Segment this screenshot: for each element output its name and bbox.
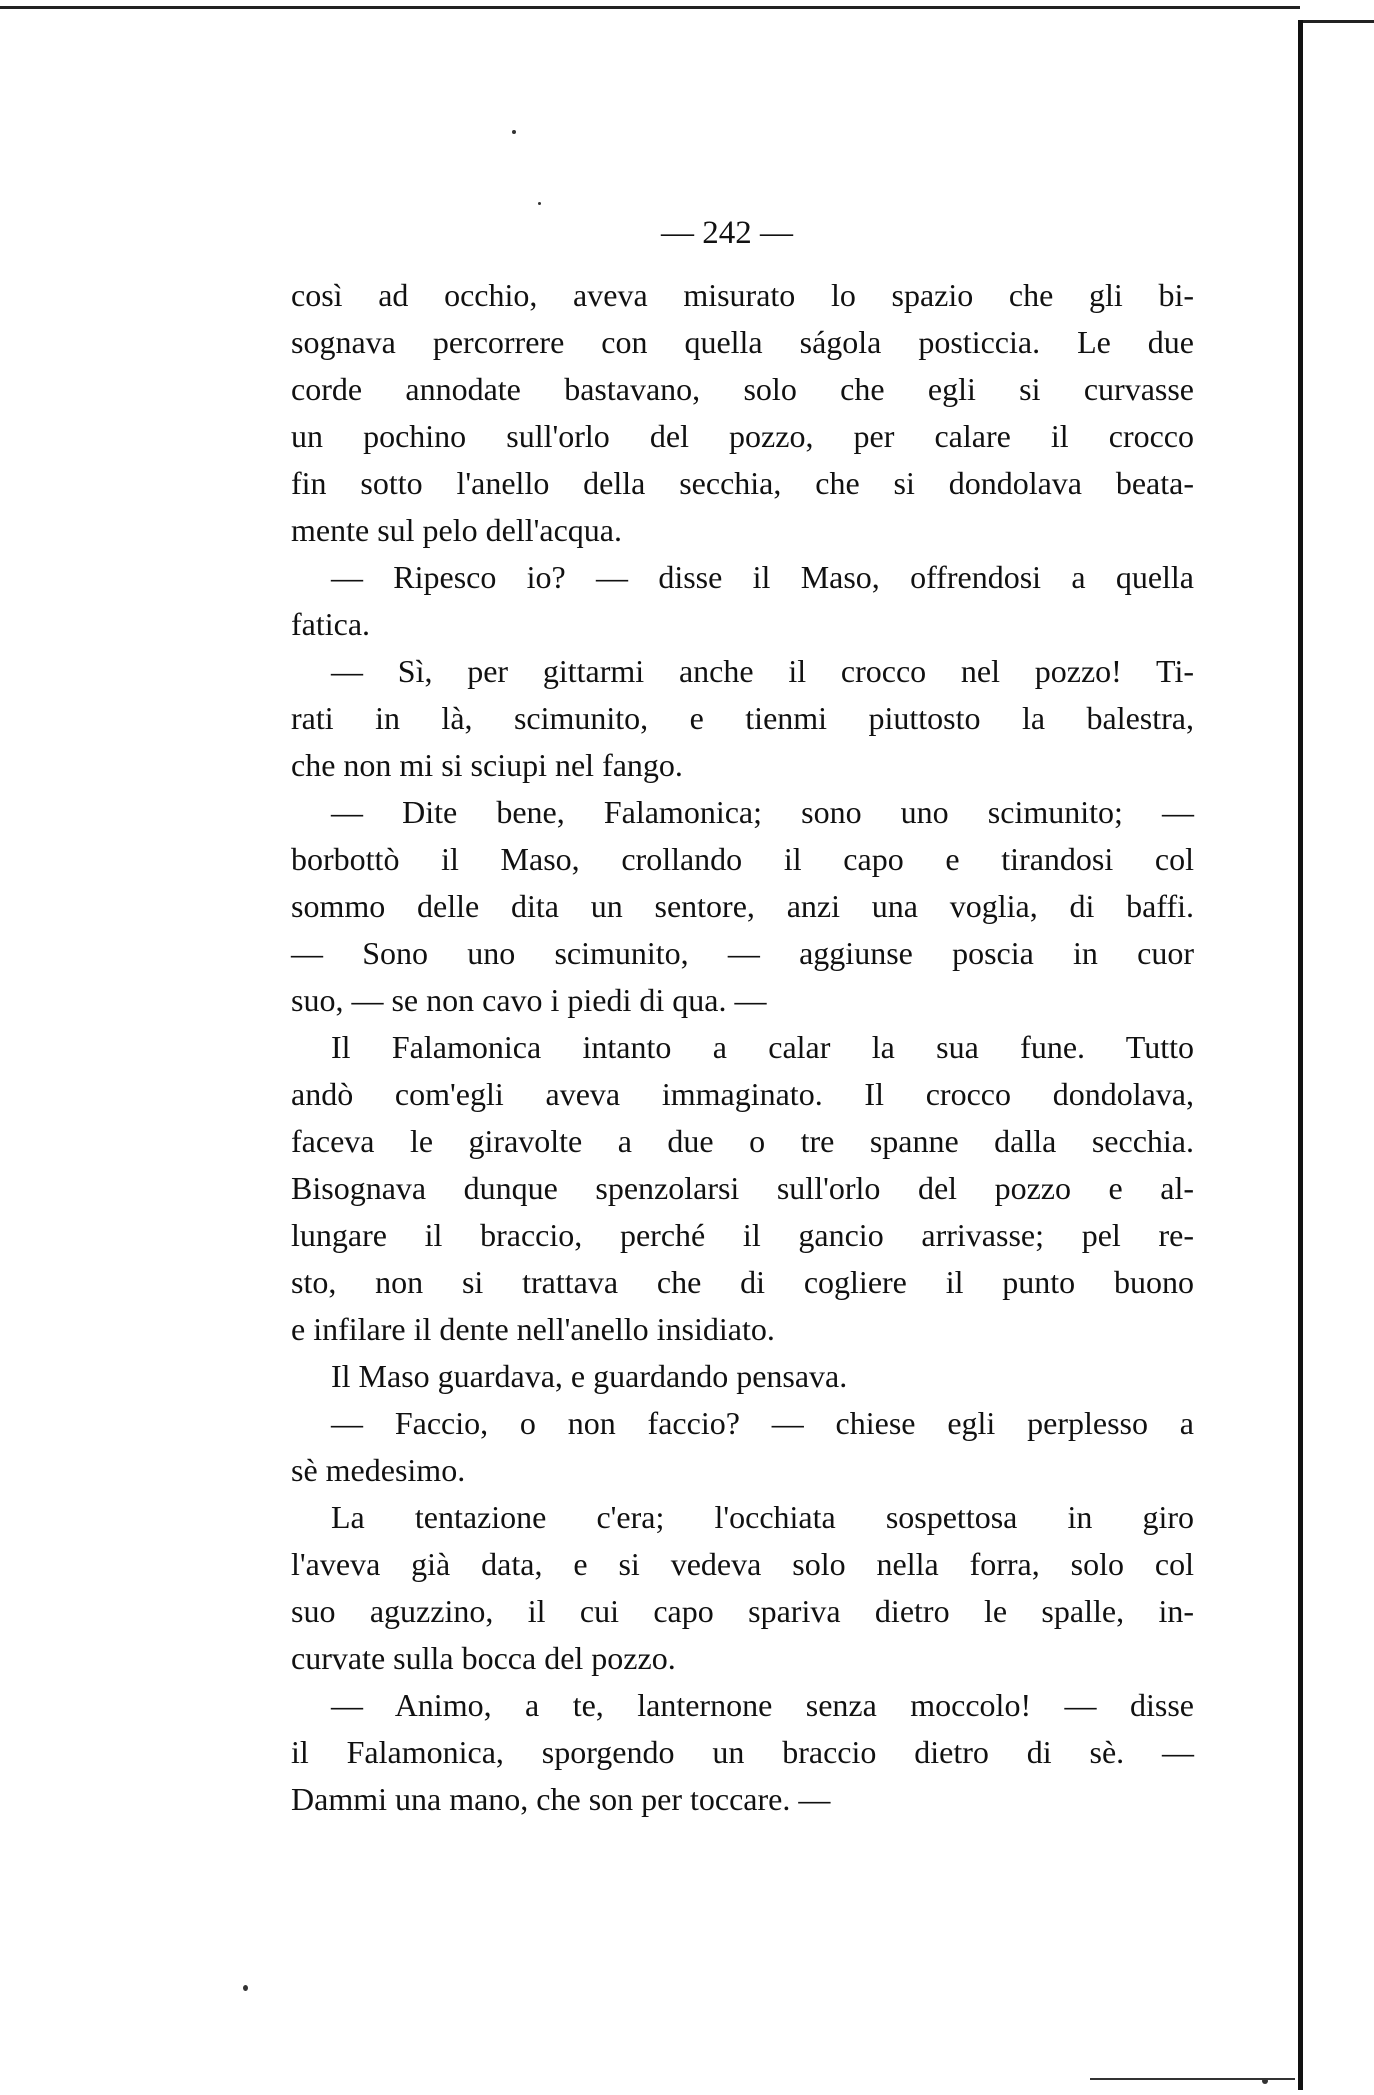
scan-speck: [538, 202, 541, 205]
text-line: fatica.: [291, 606, 371, 642]
text-line: sè medesimo.: [291, 1452, 466, 1488]
text-line: l'aveva già data, e si vedeva solo nella forra, solo col: [291, 1546, 1194, 1582]
text-line: il Falamonica, sporgendo un braccio dietro di sè. —: [291, 1734, 1194, 1770]
scan-speck: [512, 130, 516, 134]
paragraph: [291, 1024, 1194, 1353]
text-line: borbottò il Maso, crollando il capo e tirandosi col: [291, 841, 1194, 877]
page-edge-cap: [1298, 20, 1374, 23]
text-line: — Ripesco io? — disse il Maso, offrendosi a quella: [331, 559, 1194, 595]
text-line: — Faccio, o non faccio? — chiese egli perplesso a: [331, 1405, 1194, 1441]
text-line: un pochino sull'orlo del pozzo, per calare il crocco: [291, 418, 1194, 454]
page-top-border: [0, 6, 1300, 9]
paragraph: [291, 1353, 1194, 1400]
paragraph: [291, 272, 1194, 554]
text-line: sto, non si trattava che di cogliere il punto buono: [291, 1264, 1194, 1300]
text-line: — Sono uno scimunito, — aggiunse poscia in cuor: [291, 935, 1194, 971]
paragraph: [291, 1494, 1194, 1682]
paragraph: [291, 648, 1194, 789]
text-line: Il Maso guardava, e guardando pensava.: [331, 1358, 848, 1394]
scan-speck: [243, 1985, 248, 1991]
paragraph: [291, 554, 1194, 648]
text-line: sommo delle dita un sentore, anzi una voglia, di baffi.: [291, 888, 1194, 924]
text-line: fin sotto l'anello della secchia, che si dondolava beata-: [291, 465, 1194, 501]
text-line: curvate sulla bocca del pozzo.: [291, 1640, 676, 1676]
text-line: che non mi si sciupi nel fango.: [291, 747, 683, 783]
text-line: suo aguzzino, il cui capo spariva dietro le spalle, in-: [291, 1593, 1194, 1629]
text-line: rati in là, scimunito, e tienmi piuttosto la balestra,: [291, 700, 1194, 736]
paragraph: [291, 1400, 1194, 1494]
text-line: mente sul pelo dell'acqua.: [291, 512, 622, 548]
text-line: lungare il braccio, perché il gancio arrivasse; pel re-: [291, 1217, 1194, 1253]
text-line: suo, — se non cavo i piedi di qua. —: [291, 982, 767, 1018]
page-number: — 242 —: [661, 215, 793, 251]
page-right-border: [1298, 20, 1303, 2090]
text-line: Dammi una mano, che son per toccare. —: [291, 1781, 831, 1817]
text-line: La tentazione c'era; l'occhiata sospettosa in giro: [331, 1499, 1194, 1535]
text-line: — Animo, a te, lanternone senza moccolo! — disse: [331, 1687, 1194, 1723]
text-line: faceva le giravolte a due o tre spanne dalla secchia.: [291, 1123, 1194, 1159]
text-line: e infilare il dente nell'anello insidiato.: [291, 1311, 775, 1347]
paragraph: [291, 1682, 1194, 1823]
text-line: corde annodate bastavano, solo che egli si curvasse: [291, 371, 1194, 407]
text-line: andò com'egli aveva immaginato. Il crocco dondolava,: [291, 1076, 1194, 1112]
scan-speck: [1262, 2078, 1268, 2084]
paragraph: [291, 789, 1194, 1024]
body-text: [291, 272, 1194, 1823]
text-line: — Sì, per gittarmi anche il crocco nel pozzo! Ti-: [331, 653, 1194, 689]
text-line: sognava percorrere con quella ságola posticcia. Le due: [291, 324, 1194, 360]
text-line: Il Falamonica intanto a calar la sua fune. Tutto: [331, 1029, 1194, 1065]
text-line: Bisognava dunque spenzolarsi sull'orlo del pozzo e al-: [291, 1170, 1194, 1206]
text-line: — Dite bene, Falamonica; sono uno scimunito; —: [331, 794, 1194, 830]
text-line: così ad occhio, aveva misurato lo spazio che gli bi-: [291, 277, 1194, 313]
